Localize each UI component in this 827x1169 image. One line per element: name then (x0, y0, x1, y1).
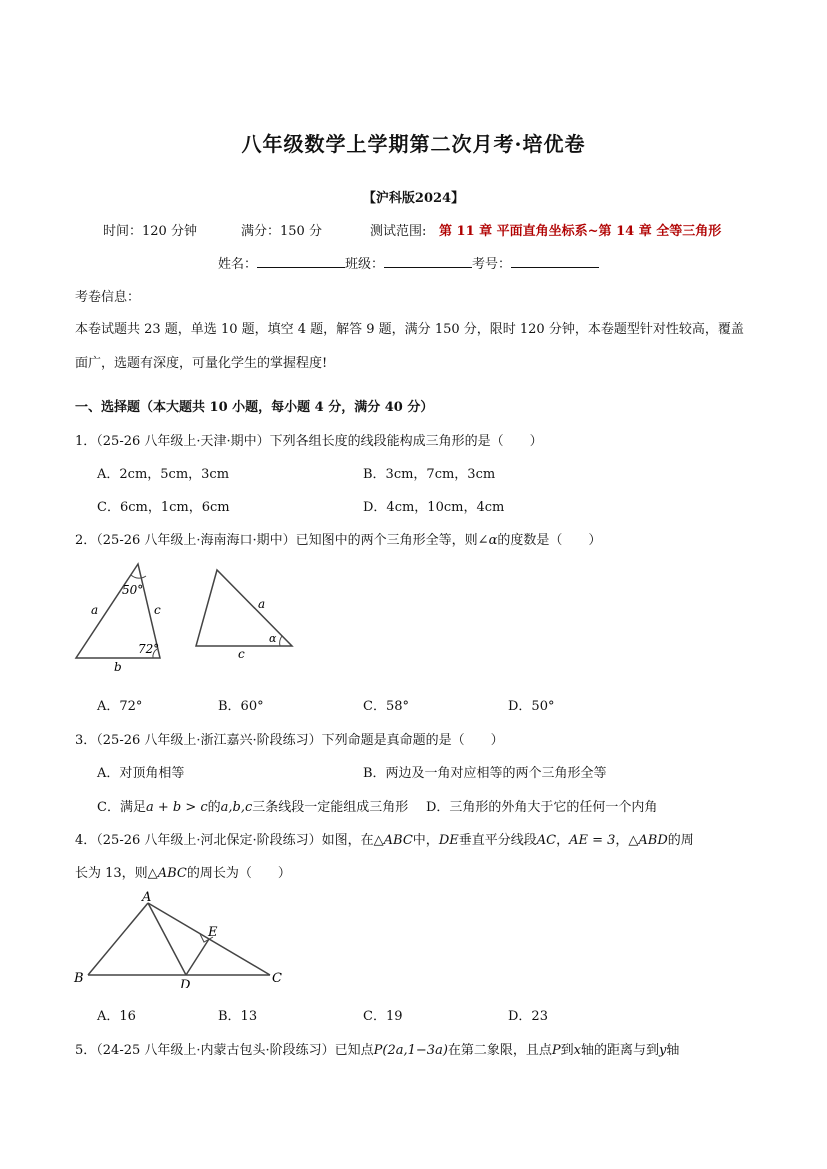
question-text: ， (556, 833, 570, 848)
math-expr: P(2a,1−3a) (373, 1043, 448, 1058)
question-text: 的周 (667, 833, 694, 848)
time-label: 时间：120 分钟 (103, 224, 197, 239)
question-text: 长为 13，则△ (75, 866, 158, 881)
q3-option-d[interactable]: D．三角形的外角大于它的任何一个内角 (426, 800, 658, 815)
question-5-stem (75, 1039, 679, 1058)
option-text: 的 (207, 800, 221, 815)
question-2-stem (75, 529, 601, 548)
question-text: （24-25 八年级上·内蒙古包头·阶段练习）已知点 (96, 1043, 374, 1058)
section-heading: 一、选择题（本大题共 10 小题，每小题 4 分，满分 40 分） (75, 400, 434, 415)
q4-option-a[interactable]: A．16 (97, 1009, 136, 1024)
option-text: C．满足 (97, 800, 146, 815)
question-text: （25-26 八年级上·河北保定·阶段练习）如图，在△ (96, 833, 384, 848)
q4-option-b[interactable]: B．13 (218, 1009, 258, 1024)
label-A: A (142, 890, 152, 905)
label-angle-50: 50° (122, 583, 144, 597)
label-side-b: b (114, 660, 122, 674)
label-E: E (208, 925, 218, 940)
label-side-a: a (91, 603, 99, 617)
class-field[interactable] (384, 255, 472, 268)
question-number: 1． (75, 434, 97, 449)
question-text: 到 (560, 1043, 574, 1058)
math-expr: ABD (638, 833, 668, 848)
math-expr: AC (536, 833, 557, 848)
question-number: 3． (75, 733, 97, 748)
student-fields (218, 253, 599, 272)
name-field[interactable] (257, 255, 345, 268)
info-line-2: 面广，选题有深度，可量化学生的掌握程度! (75, 356, 328, 371)
q1-option-d[interactable]: D．4cm，10cm，4cm (363, 500, 505, 515)
angle-arc-top (131, 575, 146, 578)
question-text: （25-26 八年级上·天津·期中）下列各组长度的线段能构成三角形的是（ ） (96, 434, 543, 449)
math-expr: ABC (383, 833, 413, 848)
edition-label: 【沪科版2024】 (362, 191, 465, 206)
question-number: 4． (75, 833, 97, 848)
name-label: 姓名： (218, 257, 258, 272)
full-score-label: 满分：150 分 (241, 224, 322, 239)
question-text: ，△ (615, 833, 639, 848)
q2-option-d[interactable]: D．50° (508, 699, 555, 714)
question-text: （25-26 八年级上·浙江嘉兴·阶段练习）下列命题是真命题的是（ ） (96, 733, 504, 748)
label-B: B (74, 971, 84, 986)
question-4-stem-line-1 (75, 829, 694, 848)
question-text: 轴 (666, 1043, 680, 1058)
question-4-stem-line-2 (75, 862, 291, 881)
math-expr: P (551, 1043, 561, 1058)
question-text: 在第二象限，且点 (447, 1043, 552, 1058)
question-3-stem (75, 729, 504, 748)
info-line-1: 本卷试题共 23 题，单选 10 题，填空 4 题，解答 9 题，满分 150 分，限时 120 分钟，本卷题型针对性较高，覆盖 (75, 322, 744, 337)
math-alpha: α (488, 533, 498, 548)
q1-option-c[interactable]: C．6cm，1cm，6cm (97, 500, 230, 515)
question-text: 的周长为（ ） (186, 866, 291, 881)
question-text: 的度数是（ ） (497, 533, 602, 548)
exam-no-label: 考号： (472, 257, 512, 272)
label-D: D (180, 978, 191, 988)
q1-option-b[interactable]: B．3cm，7cm，3cm (363, 467, 496, 482)
triangle-2 (196, 570, 292, 646)
q2-figure (60, 558, 320, 678)
math-expr: a + b > c (145, 800, 208, 815)
q2-option-a[interactable]: A．72° (97, 699, 143, 714)
question-text: （25-26 八年级上·海南海口·期中）已知图中的两个三角形全等，则∠ (96, 533, 489, 548)
q1-option-a[interactable]: A．2cm，5cm，3cm (97, 467, 230, 482)
question-text: 中， (412, 833, 439, 848)
math-expr: a,b,c (220, 800, 253, 815)
label-C: C (272, 971, 282, 986)
question-number: 5． (75, 1043, 97, 1058)
q3-option-a[interactable]: A．对顶角相等 (97, 766, 185, 781)
exam-no-field[interactable] (511, 255, 599, 268)
label-side-a: a (258, 597, 266, 611)
q4-figure (70, 888, 300, 988)
info-heading: 考卷信息： (75, 290, 141, 305)
class-label: 班级： (345, 257, 385, 272)
q2-option-b[interactable]: B．60° (218, 699, 264, 714)
math-expr: AE = 3 (569, 833, 616, 848)
label-side-c: c (238, 647, 245, 661)
segment-DE (186, 939, 209, 975)
angle-arc-alpha (280, 636, 282, 646)
question-text: 垂直平分线段 (458, 833, 537, 848)
q4-option-d[interactable]: D．23 (508, 1009, 548, 1024)
q4-option-c[interactable]: C．19 (363, 1009, 403, 1024)
label-side-c: c (154, 603, 161, 617)
range-value: 第 11 章 平面直角坐标系~第 14 章 全等三角形 (439, 224, 722, 239)
page-title: 八年级数学上学期第二次月考·培优卷 (241, 132, 586, 156)
label-alpha: α (269, 632, 277, 645)
q2-option-c[interactable]: C．58° (363, 699, 409, 714)
question-1-stem (75, 430, 543, 449)
math-expr: y (659, 1043, 667, 1058)
question-number: 2． (75, 533, 97, 548)
q3-option-b[interactable]: B．两边及一角对应相等的两个三角形全等 (363, 766, 607, 781)
range-label: 测试范围: (370, 224, 427, 239)
segment-AB (88, 903, 148, 975)
math-expr: DE (438, 833, 459, 848)
math-expr: x (573, 1043, 582, 1058)
label-angle-72: 72° (138, 642, 160, 656)
question-text: 轴的距离与到 (581, 1043, 660, 1058)
option-text: 三条线段一定能组成三角形 (252, 800, 409, 815)
q3-option-c[interactable] (97, 796, 408, 815)
math-expr: ABC (157, 866, 187, 881)
